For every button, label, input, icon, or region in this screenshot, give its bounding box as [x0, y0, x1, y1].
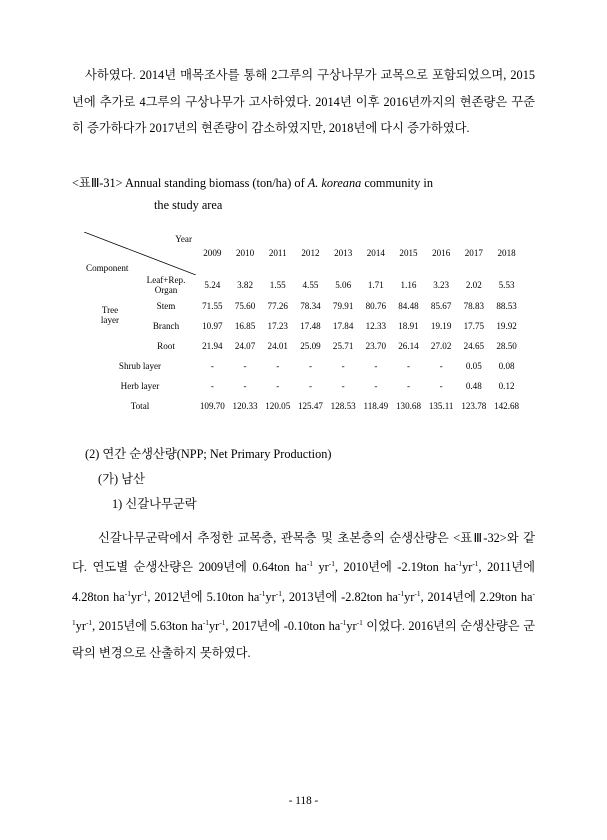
npp-seg: , 2017년에 ‐0.10ton ha — [225, 619, 341, 634]
npp-seg: yr — [208, 619, 220, 634]
table-cell: 26.14 — [398, 340, 419, 351]
table-cell: 1.55 — [269, 280, 286, 290]
table-cell: - — [210, 380, 214, 391]
row-label — [136, 275, 196, 296]
row-label: Total — [130, 400, 150, 411]
table-cell: 0.08 — [498, 360, 515, 371]
corner-component-label: Component — [86, 262, 129, 273]
table-cell: 109.70 — [199, 400, 225, 411]
column-header: 2011 — [268, 248, 287, 258]
table-cell: 3.82 — [237, 280, 254, 290]
npp-sup: -1 — [124, 588, 131, 598]
table-cell: 2.02 — [465, 280, 482, 290]
table-cell: 5.24 — [204, 280, 221, 290]
column-header: 2015 — [399, 248, 418, 258]
section-heading-ga: (가) 남산 — [98, 471, 145, 486]
npp-seg: , 2014년에 2.29ton ha — [420, 589, 533, 604]
npp-sup: -1 — [141, 588, 148, 598]
table-cell: 84.48 — [398, 300, 419, 311]
table-cell: - — [406, 360, 410, 371]
row-label-line1: Leaf+Rep. — [146, 274, 186, 285]
group-label-tree-layer — [84, 275, 136, 356]
table-cell: 18.91 — [398, 320, 419, 331]
column-header: 2009 — [203, 248, 222, 258]
table-cell: 24.01 — [267, 340, 288, 351]
table-cell: 78.34 — [300, 300, 321, 311]
paragraph-continued: 사하였다. 2014년 매목조사를 통해 2그루의 구상나무가 교목으로 포함되었으며, 2015년에 추가로 4그루의 구상나무가 고사하였다. 2014년 이후 2016년까지의 현존량은 꾸준히 증가하다가 2017년의 현존량이 감소하였지만, 2018년에 다시 증가하였다. — [72, 68, 535, 135]
npp-seg: yr — [75, 619, 86, 634]
table-cell: 118.49 — [363, 400, 389, 411]
table-row — [84, 376, 523, 396]
table-cell: - — [276, 360, 280, 371]
table-cell: - — [439, 360, 443, 371]
npp-sup: -1 — [306, 559, 313, 568]
npp-sup: -1 — [455, 559, 463, 568]
table-cell: 85.67 — [430, 300, 452, 311]
table-cell: 19.92 — [496, 320, 517, 331]
table-cell: 78.83 — [463, 300, 485, 311]
table-cell: 12.33 — [365, 320, 387, 331]
table-cell: 135.11 — [428, 400, 454, 411]
column-header: 2016 — [432, 248, 451, 258]
npp-seg: yr — [404, 589, 415, 604]
table-cell: 77.26 — [267, 300, 288, 311]
npp-sup: -1 — [72, 588, 535, 628]
group-label-line1: Tree — [101, 304, 119, 315]
table-header-row — [84, 232, 523, 275]
npp-seg: , 2012년에 5.10ton ha — [147, 589, 260, 604]
table-cell: - — [374, 360, 378, 371]
npp-sup: -1 — [472, 559, 479, 568]
table-cell: - — [341, 360, 345, 371]
row-label: Herb layer — [120, 380, 160, 391]
column-header: 2014 — [366, 248, 385, 258]
table-cell: 28.50 — [496, 340, 517, 351]
table-cell: 75.60 — [234, 300, 256, 311]
npp-sup: -1 — [202, 618, 209, 628]
section-heading-2: (2) 연간 순생산량(NPP; Net Primary Production) — [85, 446, 332, 461]
npp-seg: yr — [265, 589, 276, 604]
table-cell: 16.85 — [234, 320, 256, 331]
table-cell: 123.78 — [461, 400, 487, 411]
table-cell: 125.47 — [297, 400, 323, 411]
table-cell: 25.09 — [300, 340, 321, 351]
table-cell: 27.02 — [430, 340, 452, 351]
column-header: 2013 — [334, 248, 353, 258]
npp-sup: -1 — [340, 618, 347, 628]
table-cell: - — [406, 380, 410, 391]
table-row-total — [84, 396, 523, 416]
table-cell: - — [374, 380, 378, 391]
table-cell: 5.06 — [335, 280, 352, 290]
npp-sup: -1 — [414, 588, 421, 598]
table-cell: 17.48 — [300, 320, 321, 331]
table-cell: 24.65 — [463, 340, 485, 351]
table-caption — [72, 172, 535, 216]
table-cell: 0.12 — [498, 380, 515, 391]
npp-seg: , 2015년에 5.63ton ha — [92, 619, 203, 634]
table-number: <표Ⅲ-31> — [72, 175, 123, 190]
table-cell: 17.23 — [267, 320, 288, 331]
table-cell: 19.19 — [430, 320, 452, 331]
table-row — [84, 336, 523, 356]
npp-seg: , 2011년에 4.28ton ha — [72, 560, 535, 604]
table-cell: 23.70 — [365, 340, 387, 351]
table-cell: 25.71 — [332, 340, 354, 351]
npp-paragraph — [72, 525, 535, 667]
table-cell: 128.53 — [330, 400, 356, 411]
npp-sup: -1 — [356, 618, 363, 628]
page-number: - 118 - — [288, 795, 319, 807]
table-row — [84, 275, 523, 296]
row-label: Root — [157, 340, 175, 351]
table-cell: 0.48 — [465, 380, 482, 391]
table-cell: 4.55 — [302, 280, 319, 290]
npp-seg: 이었다. 2016년의 순생산량은 군락의 변경으로 산출하지 못하였다. — [72, 619, 535, 660]
caption-text-post: community in — [361, 175, 433, 190]
table-row — [84, 296, 523, 316]
npp-sup: -1 — [397, 588, 405, 598]
npp-seg: yr — [462, 560, 473, 575]
table-cell: - — [308, 360, 312, 371]
table-cell: - — [439, 380, 443, 391]
table-cell: 17.75 — [463, 320, 485, 331]
biomass-table — [84, 232, 523, 416]
corner-year-label: Year — [175, 233, 192, 244]
npp-seg: yr — [313, 560, 329, 575]
table-cell: 1.16 — [400, 280, 417, 290]
npp-seg: 신갈나무군락에서 추정한 교목층, 관목층 및 초본층의 순생산량은 <표Ⅲ-32>와 같다. 연도별 순생산량은 2009년에 0.64ton ha — [72, 530, 535, 575]
table-cell: 10.97 — [202, 320, 223, 331]
table-cell: 142.68 — [494, 400, 520, 411]
table-cell: 17.84 — [332, 320, 354, 331]
npp-sup: -1 — [219, 618, 226, 628]
npp-sup: -1 — [259, 588, 266, 598]
table-cell: - — [308, 380, 312, 391]
table-cell: 0.05 — [465, 360, 482, 371]
page-footer — [0, 795, 607, 807]
section-heading-1: 1) 신갈나무군락 — [112, 496, 197, 511]
row-label: Branch — [152, 320, 180, 331]
table-cell: - — [341, 380, 345, 391]
column-header: 2018 — [497, 248, 516, 258]
caption-species-name: A. koreana — [307, 175, 362, 190]
column-header: 2012 — [301, 248, 320, 258]
table-cell: 1.71 — [367, 280, 384, 290]
table-row — [84, 356, 523, 376]
table-cell: - — [243, 360, 247, 371]
npp-sup: -1 — [328, 559, 335, 568]
table-row — [84, 316, 523, 336]
table-corner-cell — [84, 232, 196, 275]
row-label-line2: Organ — [154, 285, 178, 295]
table-cell: 21.94 — [202, 340, 223, 351]
caption-line2: the study area — [154, 197, 223, 212]
row-label: Stem — [156, 300, 176, 311]
column-header: 2010 — [235, 248, 255, 258]
npp-seg: , 2010년에 ‐2.19ton ha — [334, 560, 456, 575]
table-cell: - — [243, 380, 247, 391]
table-cell: 71.55 — [202, 300, 223, 311]
table-cell: 80.76 — [365, 300, 387, 311]
npp-seg: yr — [130, 589, 142, 604]
table-cell: 120.33 — [232, 400, 258, 411]
table-cell: - — [210, 360, 214, 371]
table-cell: 120.05 — [265, 400, 291, 411]
table-cell: 130.68 — [395, 400, 421, 411]
row-label: Shrub layer — [118, 360, 162, 371]
npp-sup: -1 — [85, 618, 93, 628]
caption-text-pre: Annual standing biomass (ton/ha) of — [125, 175, 308, 190]
table-cell: 24.07 — [234, 340, 256, 351]
table-cell: 3.23 — [433, 280, 450, 290]
column-header: 2017 — [464, 248, 483, 258]
npp-seg: yr — [346, 619, 357, 634]
table-cell: 79.91 — [332, 300, 354, 311]
table-cell: - — [276, 380, 280, 391]
npp-sup: -1 — [275, 588, 282, 598]
group-label-line2: layer — [100, 315, 120, 325]
table-cell: 5.53 — [498, 280, 515, 290]
npp-seg: , 2013년에 ‐2.82ton ha — [281, 589, 398, 604]
table-cell: 88.53 — [496, 300, 517, 311]
